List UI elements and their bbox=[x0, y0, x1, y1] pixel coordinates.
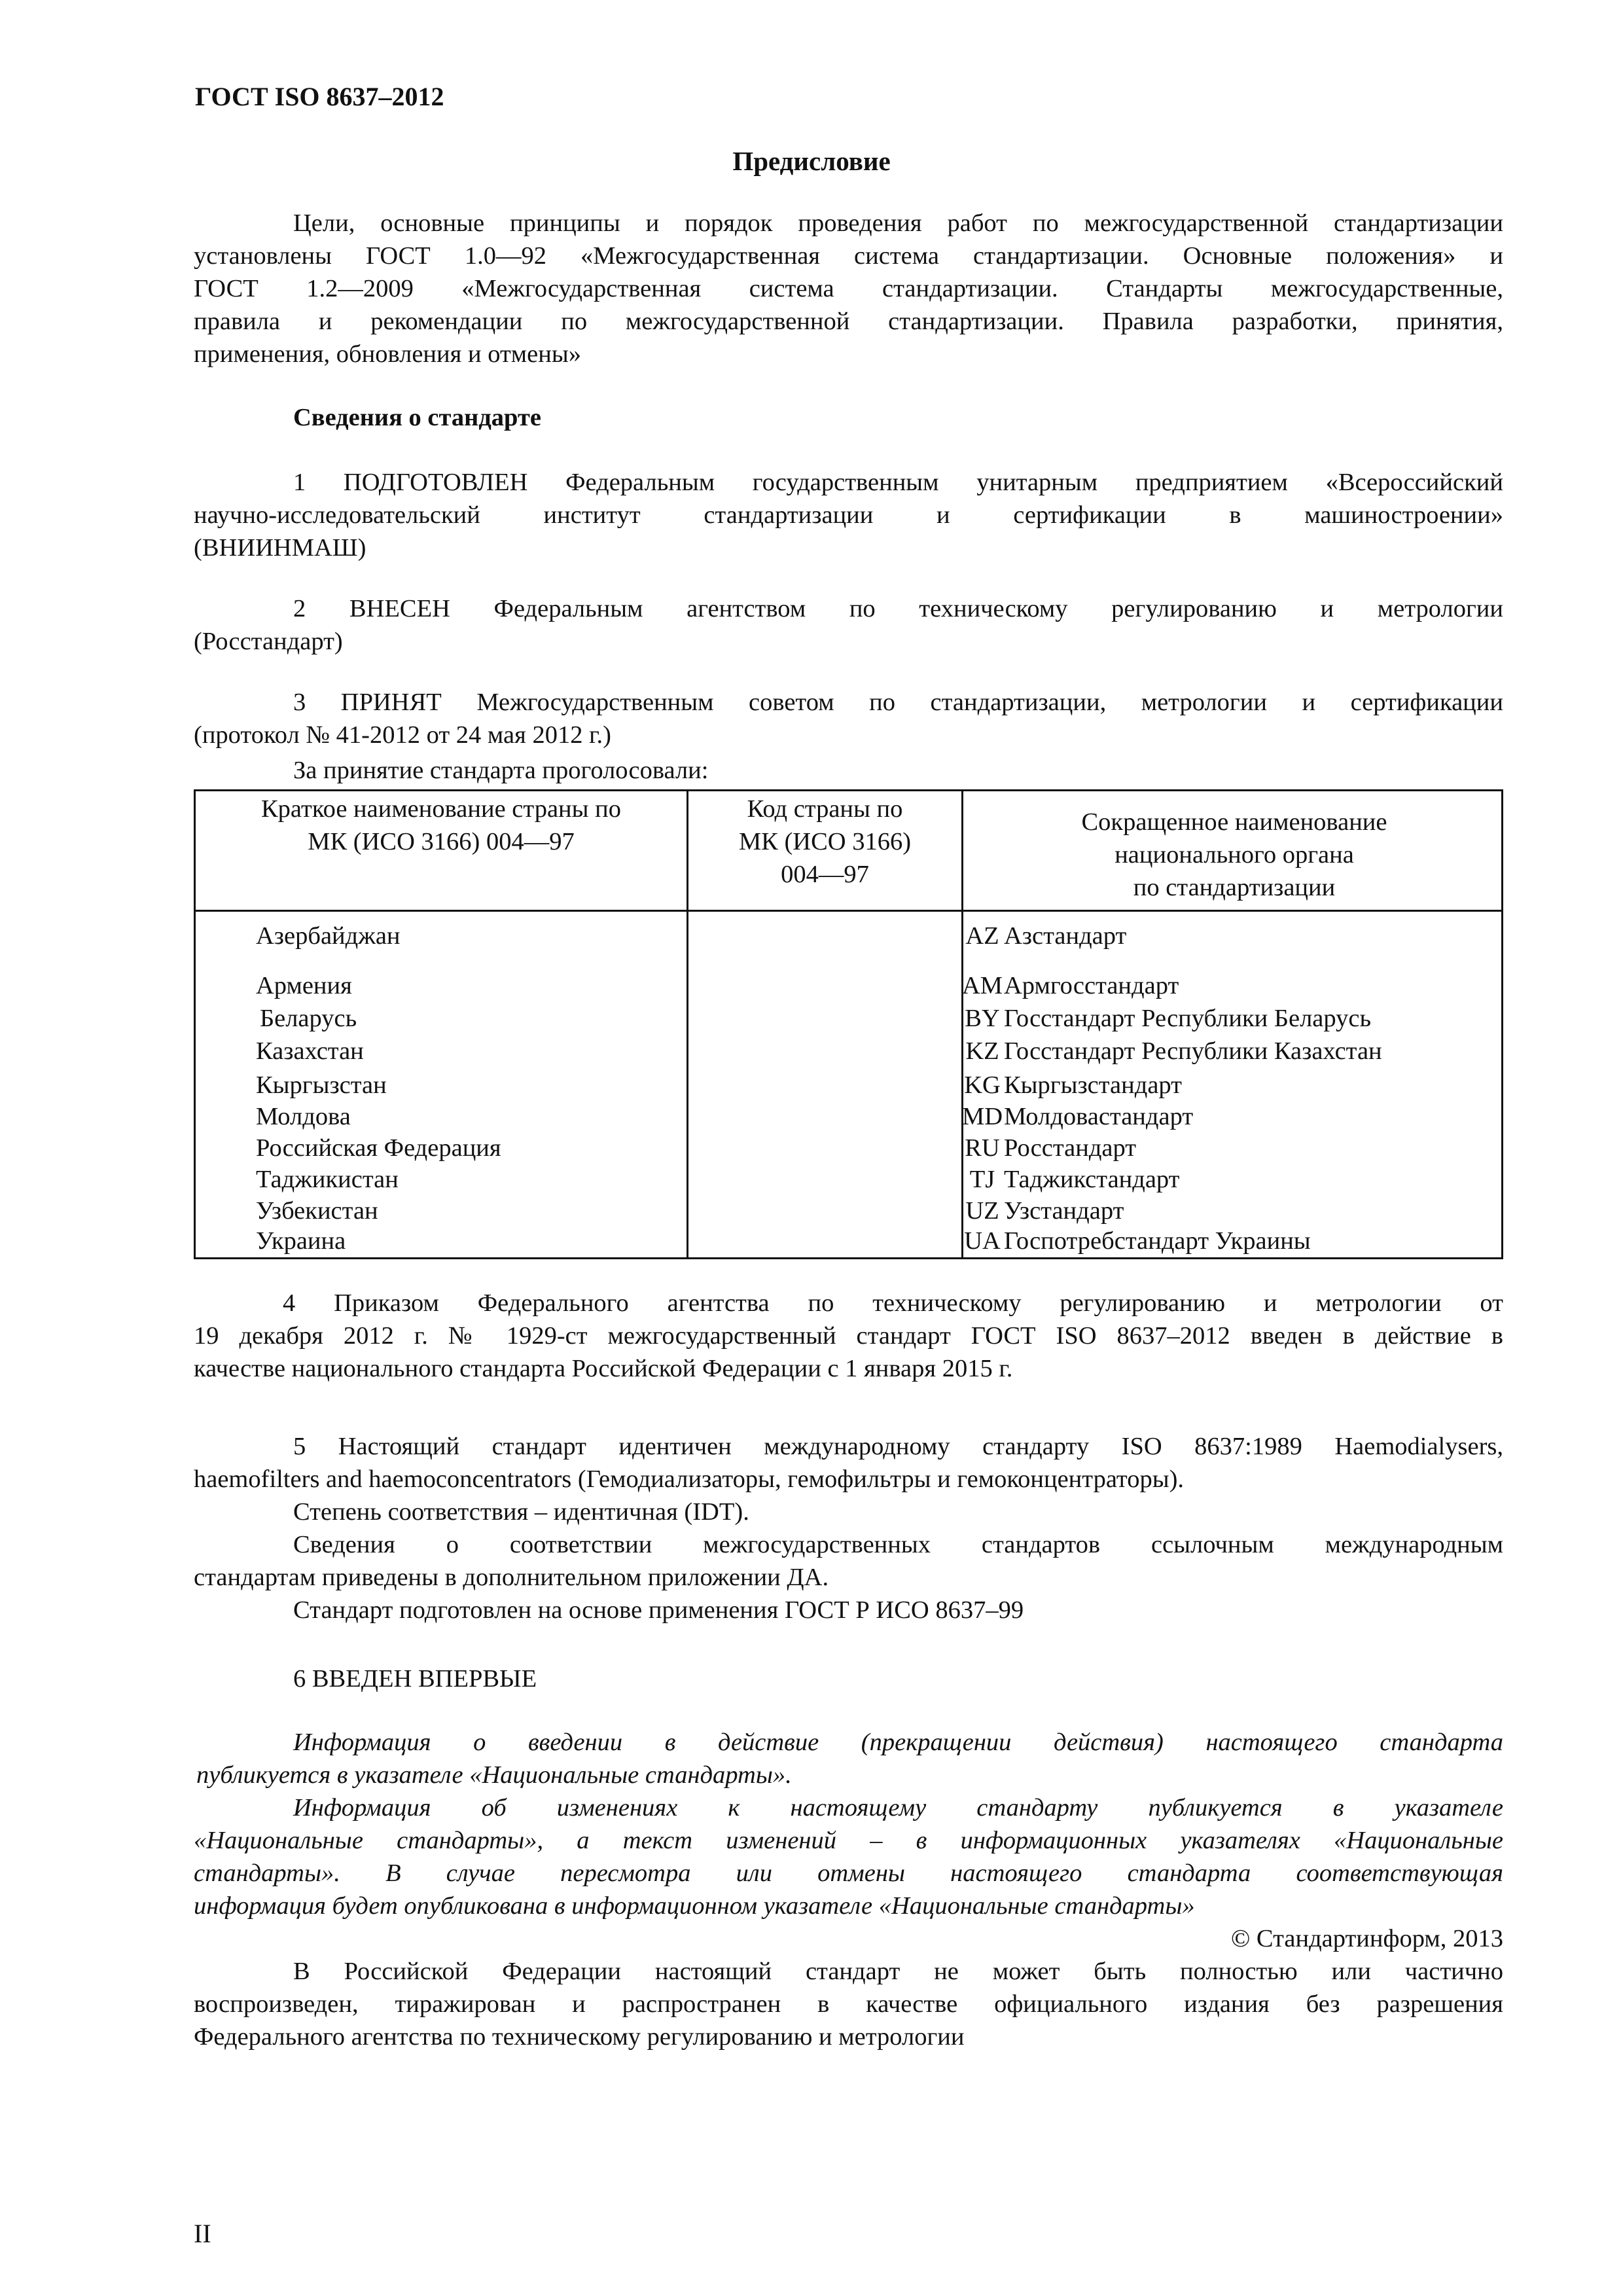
text-line: Информация о введении в действие (прекращении действия) настоящего стандарта bbox=[293, 1729, 1503, 1756]
text-line: установлены ГОСТ 1.0—92 «Межгосударственная система стандартизации. Основные положения» и bbox=[194, 242, 1503, 270]
header-line: Код страны по bbox=[747, 795, 903, 823]
text-line: информация будет опубликована в информационном указателе «Национальные стандарты» bbox=[194, 1892, 1195, 1920]
header-line: Краткое наименование страны по bbox=[261, 795, 621, 823]
cell-org: Росстандарт bbox=[1004, 1134, 1137, 1162]
cell-org: Азстандарт bbox=[1004, 922, 1127, 950]
cell-org: Узстандарт bbox=[1004, 1197, 1124, 1225]
text-line: стандартам приведены в дополнительном приложении ДА. bbox=[194, 1564, 829, 1591]
text-line: 19 декабря 2012 г. № 1929-ст межгосударственный стандарт ГОСТ ISO 8637–2012 введен в действие в bbox=[194, 1322, 1503, 1350]
text-line: Информация об изменениях к настоящему стандарту публикуется в указателе bbox=[293, 1794, 1503, 1821]
cell-code: BY bbox=[965, 1005, 1000, 1032]
cell-country: Казахстан bbox=[256, 1037, 364, 1065]
header-line: по стандартизации bbox=[1133, 874, 1336, 901]
header-line: МК (ИСО 3166) 004—97 bbox=[308, 828, 575, 855]
text-line: ГОСТ 1.2—2009 «Межгосударственная система стандартизации. Стандарты межгосударственные, bbox=[194, 275, 1503, 302]
text-line: Цели, основные принципы и порядок проведения работ по межгосударственной стандартизации bbox=[293, 209, 1503, 237]
table-header-code bbox=[688, 793, 961, 891]
text-line: воспроизведен, тиражирован и распространен в качестве официального издания без разрешения bbox=[194, 1990, 1503, 2018]
text-line: 2 ВНЕСЕН Федеральным агентством по техническому регулированию и метрологии bbox=[293, 595, 1503, 622]
cell-country: Азербайджан bbox=[256, 922, 401, 950]
text-line: Федерального агентства по техническому регулированию и метрологии bbox=[194, 2023, 965, 2051]
text-line: 4 Приказом Федерального агентства по техническому регулированию и метрологии от bbox=[283, 1289, 1503, 1317]
cell-country: Молдова bbox=[256, 1103, 351, 1130]
text-line: научно-исследовательский институт стандартизации и сертификации в машиностроении» bbox=[194, 501, 1503, 529]
cell-country: Кыргызстан bbox=[256, 1071, 387, 1099]
cell-country: Российская Федерация bbox=[256, 1134, 501, 1162]
cell-code: TJ bbox=[969, 1166, 995, 1193]
section-heading: Сведения о стандарте bbox=[293, 404, 541, 431]
cell-org: Молдовастандарт bbox=[1004, 1103, 1194, 1130]
header-line: 004—97 bbox=[781, 861, 869, 888]
text-line: правила и рекомендации по межгосударственной стандартизации. Правила разработки, принятия, bbox=[194, 308, 1503, 335]
cell-org: Госстандарт Республики Казахстан bbox=[1004, 1037, 1382, 1065]
vote-table bbox=[194, 789, 1503, 1259]
table-header-divider bbox=[196, 910, 1501, 912]
cell-code: RU bbox=[965, 1134, 1000, 1162]
text-line: применения, обновления и отмены» bbox=[194, 340, 581, 368]
cell-country: Таджикистан bbox=[256, 1166, 399, 1193]
cell-code: UA bbox=[964, 1227, 1001, 1255]
text-line: Стандарт подготовлен на основе применения ГОСТ Р ИСО 8637–99 bbox=[293, 1596, 1024, 1624]
text-line: «Национальные стандарты», а текст изменений – в информационных указателях «Национальные bbox=[194, 1827, 1503, 1854]
text-line: качестве национального стандарта Российской Федерации с 1 января 2015 г. bbox=[194, 1355, 1013, 1382]
text-line: (протокол № 41-2012 от 24 мая 2012 г.) bbox=[194, 721, 611, 749]
cell-org: Госстандарт Республики Беларусь bbox=[1004, 1005, 1372, 1032]
cell-code: AZ bbox=[965, 922, 999, 950]
text-line: haemofilters and haemoconcentrators (Гемодиализаторы, гемофильтры и гемоконцентраторы). bbox=[194, 1465, 1185, 1493]
page-title: Предисловие bbox=[732, 146, 891, 176]
text-line: (ВНИИНМАШ) bbox=[194, 534, 366, 562]
cell-org: Армгосстандарт bbox=[1004, 972, 1179, 999]
cell-org: Кыргызстандарт bbox=[1004, 1071, 1182, 1099]
cell-country: Украина bbox=[256, 1227, 346, 1255]
text-line: 1 ПОДГОТОВЛЕН Федеральным государственным унитарным предприятием «Всероссийский bbox=[293, 469, 1503, 496]
copyright: © Стандартинформ, 2013 bbox=[1231, 1925, 1503, 1952]
text-line: Сведения о соответствии межгосударственных стандартов ссылочным международным bbox=[293, 1531, 1503, 1558]
cell-code: KZ bbox=[965, 1037, 999, 1065]
item-6: 6 ВВЕДЕН ВПЕРВЫЕ bbox=[293, 1665, 537, 1693]
cell-org: Госпотребстандарт Украины bbox=[1004, 1227, 1311, 1255]
cell-code: AM bbox=[961, 972, 1003, 999]
cell-code: MD bbox=[961, 1103, 1003, 1130]
page-number: II bbox=[194, 2219, 211, 2248]
cell-country: Беларусь bbox=[260, 1005, 357, 1032]
text-line: 5 Настоящий стандарт идентичен международному стандарту ISO 8637:1989 Haemodialysers, bbox=[293, 1433, 1503, 1460]
header-line: Сокращенное наименование bbox=[1081, 808, 1387, 836]
cell-country: Узбекистан bbox=[256, 1197, 378, 1225]
text-line: публикуется в указателе «Национальные стандарты». bbox=[196, 1761, 792, 1789]
text-line: 3 ПРИНЯТ Межгосударственным советом по стандартизации, метрологии и сертификации bbox=[293, 689, 1503, 716]
text-line: (Росстандарт) bbox=[194, 628, 343, 655]
vote-caption: За принятие стандарта проголосовали: bbox=[293, 757, 709, 784]
cell-code: UZ bbox=[965, 1197, 999, 1225]
cell-code: KG bbox=[964, 1071, 1001, 1099]
header-line: национального органа bbox=[1115, 841, 1354, 869]
text-line: В Российской Федерации настоящий стандарт не может быть полностью или частично bbox=[293, 1958, 1503, 1985]
cell-country: Армения bbox=[256, 972, 352, 999]
document-header: ГОСТ ISO 8637–2012 bbox=[195, 82, 444, 111]
text-line: стандарты». В случае пересмотра или отмены настоящего стандарта соответствующая bbox=[194, 1859, 1503, 1887]
text-line: Степень соответствия – идентичная (IDT). bbox=[293, 1498, 749, 1526]
table-header-org bbox=[963, 806, 1505, 904]
table-header-country bbox=[196, 793, 687, 858]
cell-org: Таджикстандарт bbox=[1004, 1166, 1180, 1193]
header-line: МК (ИСО 3166) bbox=[738, 828, 912, 855]
